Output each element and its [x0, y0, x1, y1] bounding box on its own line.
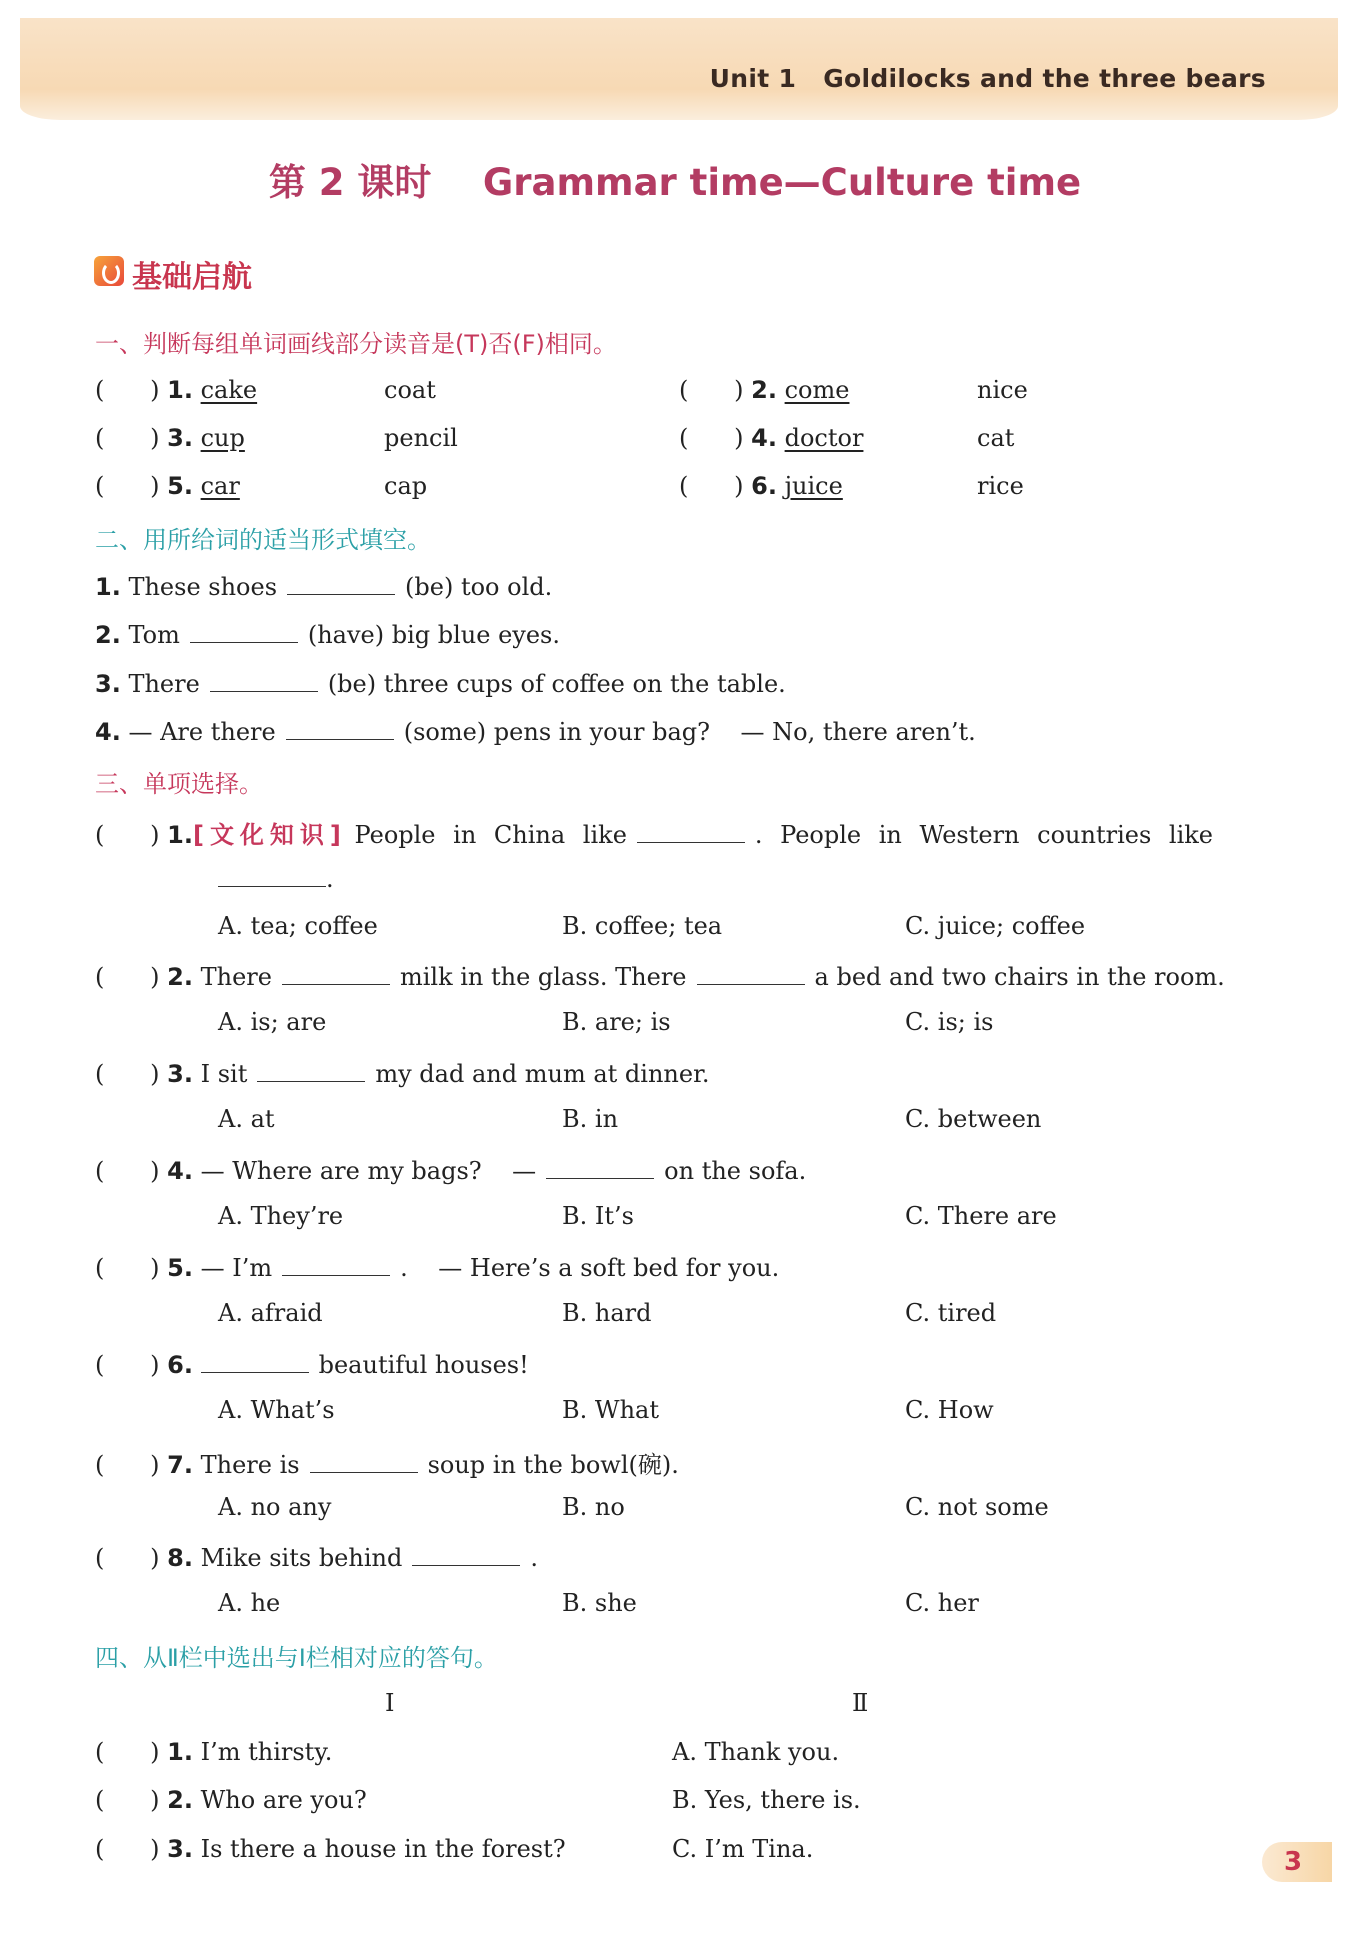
part2-item-4[interactable]: 4. — Are there (some) pens in your bag? — No, there aren’t.	[95, 715, 976, 746]
part3-q1-option-a[interactable]: A. tea; coffee	[218, 912, 378, 940]
part1-item-6[interactable]: ( ) 6. juice	[679, 472, 843, 500]
part3-q3-option-c[interactable]: C. between	[905, 1105, 1042, 1133]
part1-word: pencil	[384, 424, 458, 452]
column-1-label: Ⅰ	[385, 1689, 395, 1717]
part1-word: cat	[977, 424, 1015, 452]
page-number: 3	[1262, 1842, 1332, 1882]
part3-q5-option-a[interactable]: A. afraid	[218, 1299, 323, 1327]
part3-q3[interactable]: ( ) 3. I sit my dad and mum at dinner.	[95, 1057, 710, 1088]
part3-q3-option-a[interactable]: A. at	[218, 1105, 275, 1133]
part2-item-2[interactable]: 2. Tom (have) big blue eyes.	[95, 618, 560, 649]
part3-q6[interactable]: ( ) 6. beautiful houses!	[95, 1348, 529, 1379]
part2-item-3[interactable]: 3. There (be) three cups of coffee on the table.	[95, 667, 786, 698]
part4-right-c: C. I’m Tina.	[672, 1835, 814, 1863]
part2-heading: 二、用所给词的适当形式填空。	[95, 526, 431, 554]
unit-title: Unit 1 Goldilocks and the three bears	[709, 64, 1266, 93]
part3-q2-option-a[interactable]: A. is; are	[218, 1008, 327, 1036]
part3-q7-option-c[interactable]: C. not some	[905, 1493, 1049, 1521]
part3-q7-option-a[interactable]: A. no any	[218, 1493, 332, 1521]
part1-item-1[interactable]: ( ) 1. cake	[95, 376, 258, 404]
part1-word: nice	[977, 376, 1028, 404]
part3-q6-option-c[interactable]: C. How	[905, 1396, 994, 1424]
part4-left-1[interactable]: ( ) 1. I’m thirsty.	[95, 1738, 333, 1766]
column-2-label: Ⅱ	[852, 1689, 869, 1717]
part3-q8-option-b[interactable]: B. she	[562, 1589, 637, 1617]
part4-left-3[interactable]: ( ) 3. Is there a house in the forest?	[95, 1835, 566, 1863]
part3-q7[interactable]: ( ) 7. There is soup in the bowl(碗).	[95, 1445, 679, 1480]
section-label: 基础启航	[132, 260, 252, 295]
part3-q2-option-c[interactable]: C. is; is	[905, 1008, 994, 1036]
part3-q2[interactable]: ( ) 2. There milk in the glass. There a bed and two chairs in the room.	[95, 960, 1225, 991]
part1-item-2[interactable]: ( ) 2. come	[679, 376, 850, 404]
part1-heading: 一、判断每组单词画线部分读音是(T)否(F)相同。	[95, 330, 617, 358]
part3-q1-option-c[interactable]: C. juice; coffee	[905, 912, 1086, 940]
part3-q4-option-b[interactable]: B. It’s	[562, 1202, 634, 1230]
part1-item-4[interactable]: ( ) 4. doctor	[679, 424, 864, 452]
part3-q5-option-b[interactable]: B. hard	[562, 1299, 652, 1327]
part3-q5-option-c[interactable]: C. tired	[905, 1299, 997, 1327]
part3-q8[interactable]: ( ) 8. Mike sits behind .	[95, 1541, 538, 1572]
part3-q4-option-a[interactable]: A. They’re	[218, 1202, 344, 1230]
part1-word: coat	[384, 376, 436, 404]
part3-q5[interactable]: ( ) 5. — I’m . — Here’s a soft bed for you.	[95, 1251, 779, 1282]
part1-item-5[interactable]: ( ) 5. car	[95, 472, 240, 500]
part3-q6-option-b[interactable]: B. What	[562, 1396, 659, 1424]
part3-q1[interactable]: ( ) 1.[文化知识] People in China like . People in Western countries like	[95, 815, 1213, 850]
part3-q8-option-a[interactable]: A. he	[218, 1589, 281, 1617]
part3-q1-cont[interactable]: .	[218, 862, 334, 893]
part1-item-3[interactable]: ( ) 3. cup	[95, 424, 245, 452]
part3-q3-option-b[interactable]: B. in	[562, 1105, 619, 1133]
lesson-title: 第 2 课时 Grammar time—Culture time	[268, 161, 1082, 204]
part1-word: cap	[384, 472, 428, 500]
part2-item-1[interactable]: 1. These shoes (be) too old.	[95, 570, 552, 601]
part4-heading: 四、从Ⅱ栏中选出与Ⅰ栏相对应的答句。	[95, 1644, 498, 1672]
part3-q4[interactable]: ( ) 4. — Where are my bags? — on the sofa.	[95, 1154, 806, 1185]
part3-q6-option-a[interactable]: A. What’s	[218, 1396, 335, 1424]
part3-q4-option-c[interactable]: C. There are	[905, 1202, 1057, 1230]
part3-q2-option-b[interactable]: B. are; is	[562, 1008, 671, 1036]
part3-q8-option-c[interactable]: C. her	[905, 1589, 979, 1617]
part4-right-a: A. Thank you.	[672, 1738, 840, 1766]
part3-q7-option-b[interactable]: B. no	[562, 1493, 625, 1521]
anchor-icon	[94, 256, 124, 286]
part3-q1-option-b[interactable]: B. coffee; tea	[562, 912, 723, 940]
part1-word: rice	[977, 472, 1024, 500]
part3-heading: 三、单项选择。	[95, 770, 263, 798]
part4-left-2[interactable]: ( ) 2. Who are you?	[95, 1786, 367, 1814]
part4-right-b: B. Yes, there is.	[672, 1786, 861, 1814]
